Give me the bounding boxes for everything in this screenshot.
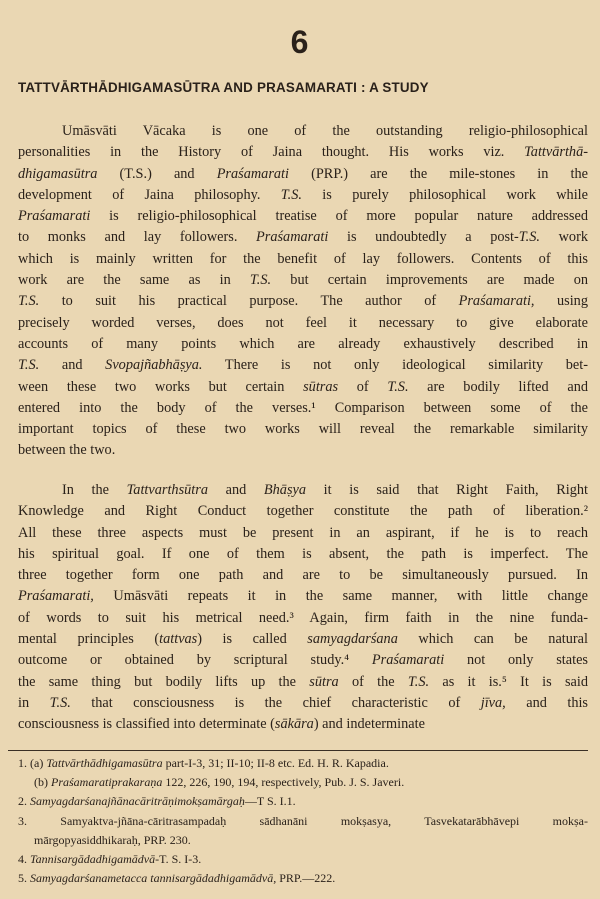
text-run: of words to suit his metrical need.³ Again, firm faith in the nine funda- <box>18 609 588 626</box>
italic-term: sūtra <box>309 673 339 690</box>
italic-term: sūtras <box>303 378 339 395</box>
chapter-title: TATTVĀRTHĀDHIGAMASŪTRA AND PRASAMARATI : A STUDY <box>18 80 429 95</box>
text-run: is religio-philosophical treatise of more popular nature addressed <box>90 208 588 225</box>
text-run: 5. <box>18 871 30 886</box>
italic-term: Samyagdarśanajñānacāritrāṇimokṣamārgaḥ <box>30 794 245 809</box>
italic-term: Praśamarati <box>371 652 445 669</box>
text-run: to suit his practical purpose. The author of <box>39 293 459 310</box>
text-run: development of Jaina philosophy. <box>18 186 281 203</box>
italic-term: Tattvarthsūtra <box>126 482 208 498</box>
italic-term: T.S. <box>518 229 540 246</box>
text-run: but certain improvements are made on <box>271 272 588 289</box>
text-run: his spiritual goal. If one of them is absent, the path is imperfect. The <box>18 545 588 562</box>
text-run: PRP.—222. <box>276 871 336 886</box>
text-run: as it is.⁵ It is said <box>429 673 588 690</box>
text-run: the same thing but bodily lifts up the <box>18 673 310 690</box>
text-run: 3. Samyaktva-jñāna-cāritrasampadaḥ sādhanāni mokṣasya, Tasvekatarābhāvepi mokṣa- <box>18 813 588 828</box>
text-run: are bodily lifted and <box>408 378 588 395</box>
text-run: it is said that Right Faith, Right <box>306 482 588 498</box>
text-run: —T S. I.1. <box>244 794 296 809</box>
text-line <box>18 334 588 355</box>
text-line <box>18 714 588 735</box>
text-run: part-I-3, 31; II-10; II-8 etc. Ed. H. R. Kapadia. <box>162 756 389 770</box>
italic-term: T.S. <box>249 272 272 289</box>
text-line <box>18 164 588 185</box>
footnotes <box>18 754 588 888</box>
text-run: not only states <box>444 652 588 669</box>
italic-term: dhigamasūtra <box>18 165 98 182</box>
text-run: is undoubtedly a post- <box>328 229 519 246</box>
italic-term: Praśamaratiprakaraṇa <box>51 775 163 790</box>
text-run: of the <box>338 673 408 690</box>
italic-term: Tattvārthā- <box>524 144 588 161</box>
text-line <box>18 523 588 544</box>
text-line <box>18 629 588 650</box>
footnote-divider <box>8 750 588 751</box>
text-run: mārgopyasiddhikaraḥ, PRP. 230. <box>34 832 191 847</box>
text-run: personalities in the History of Jaina thought. His works viz. <box>18 144 525 161</box>
italic-term: Samyagdarśanametacca tannisargādadhigamādvā, <box>30 871 277 886</box>
text-run: three together form one path and are to be simultaneously pursued. In <box>18 567 588 584</box>
italic-term: sākāra <box>274 716 314 733</box>
text-run: and this <box>505 694 588 711</box>
text-run: and <box>207 482 264 498</box>
text-run: between the two. <box>18 442 116 459</box>
text-line <box>18 185 588 206</box>
italic-term: samyagdarśana <box>307 631 398 648</box>
text-line <box>18 480 588 501</box>
text-run: In the <box>62 482 127 498</box>
text-line <box>18 270 588 291</box>
text-run: which is mainly written for the benefit of lay followers. Contents of this <box>18 250 588 267</box>
text-line <box>18 249 588 270</box>
italic-term: Praśamarati, <box>458 293 535 310</box>
text-line <box>18 419 588 440</box>
text-run: There is not only ideological similarity bet- <box>202 357 588 374</box>
italic-term: T.S. <box>407 673 430 690</box>
text-run: precisely worded verses, does not feel it necessary to give elaborate <box>18 314 588 331</box>
italic-term: T.S. <box>18 357 40 374</box>
text-run: entered into the body of the verses.¹ Comparison between some of the <box>18 399 588 416</box>
italic-term: tattvas <box>159 631 198 648</box>
text-run: of <box>338 378 388 395</box>
text-run: consciousness is classified into determinate ( <box>18 716 275 733</box>
text-run: to monks and lay followers. <box>18 229 257 246</box>
text-run: using <box>534 293 588 310</box>
text-line <box>18 565 588 586</box>
italic-term: Praśamarati <box>216 165 289 182</box>
italic-term: T.S. <box>18 293 40 310</box>
text-run: which can be natural <box>397 631 588 648</box>
footnote-line <box>18 831 588 850</box>
text-run: important topics of these two works will reveal the remarkable similarity <box>18 421 588 438</box>
italic-term: jīva, <box>480 694 506 711</box>
text-run: work are the same as in <box>18 272 250 289</box>
text-run: (b) <box>34 775 51 790</box>
text-run: work <box>539 229 588 246</box>
text-run: -T. S. I-3. <box>155 852 202 867</box>
footnote-line <box>18 812 588 831</box>
text-line <box>18 650 588 671</box>
text-line <box>18 355 588 376</box>
text-line <box>18 544 588 565</box>
text-line <box>18 377 588 398</box>
text-run: Knowledge and Right Conduct together constitute the path of liberation.² <box>18 503 588 520</box>
text-run: 2. <box>18 794 30 809</box>
footnote-line <box>18 850 588 869</box>
text-run: ) is called <box>197 631 308 648</box>
footnote-line <box>18 869 588 888</box>
text-run: 1. (a) <box>18 756 47 770</box>
text-line <box>18 586 588 607</box>
text-run: and <box>39 357 106 374</box>
italic-term: Praśamarati <box>18 208 91 225</box>
text-run: in <box>18 694 50 711</box>
text-run: 4. <box>18 852 30 867</box>
text-line <box>18 693 588 714</box>
text-run: accounts of many points which are already exhaustively described in <box>18 335 588 352</box>
paragraph <box>18 121 588 462</box>
text-run: mental principles ( <box>18 631 160 648</box>
footnote-line <box>18 773 588 792</box>
text-run: Umāsvāti Vācaka is one of the outstanding religio-philosophical <box>62 123 588 139</box>
footnote-line <box>18 754 588 773</box>
text-run: (PRP.) are the mile-stones in the <box>288 165 588 182</box>
text-line <box>18 501 588 522</box>
italic-term: Tattvārthādhigamasūtra <box>46 756 163 770</box>
text-line <box>18 672 588 693</box>
text-line <box>18 227 588 248</box>
text-line <box>18 206 588 227</box>
text-run: is purely philosophical work while <box>301 186 588 203</box>
text-run: outcome or obtained by scriptural study.⁴ <box>18 652 372 669</box>
text-line <box>18 313 588 334</box>
italic-term: T.S. <box>387 378 409 395</box>
text-run: that consciousness is the chief characteristic of <box>70 694 481 711</box>
italic-term: Praśamarati <box>256 229 329 246</box>
italic-term: Bhāṣya <box>263 482 307 498</box>
italic-term: T.S. <box>280 186 302 203</box>
text-line <box>18 398 588 419</box>
text-line <box>18 291 588 312</box>
footnote-line <box>18 792 588 811</box>
text-line <box>18 440 588 461</box>
text-run: All these three aspects must be present in an aspirant, if he is to reach <box>18 524 588 541</box>
text-run: (T.S.) and <box>97 165 217 182</box>
text-run: ) and indeterminate <box>313 716 425 733</box>
chapter-number: 6 <box>290 24 310 60</box>
italic-term: Svopajñabhāṣya. <box>105 357 203 374</box>
text-line <box>18 608 588 629</box>
italic-term: T.S. <box>49 694 71 711</box>
paragraph <box>18 480 588 736</box>
text-run: ween these two works but certain <box>18 378 304 395</box>
italic-term: Tannisargādadhigamādvā <box>30 852 156 867</box>
text-run: 122, 226, 190, 194, respectively, Pub. J. S. Javeri. <box>162 775 405 790</box>
text-line <box>18 121 588 142</box>
text-run: Umāsvāti repeats it in the same manner, with little change <box>93 588 588 605</box>
text-line <box>18 142 588 163</box>
italic-term: Praśamarati, <box>18 588 94 605</box>
